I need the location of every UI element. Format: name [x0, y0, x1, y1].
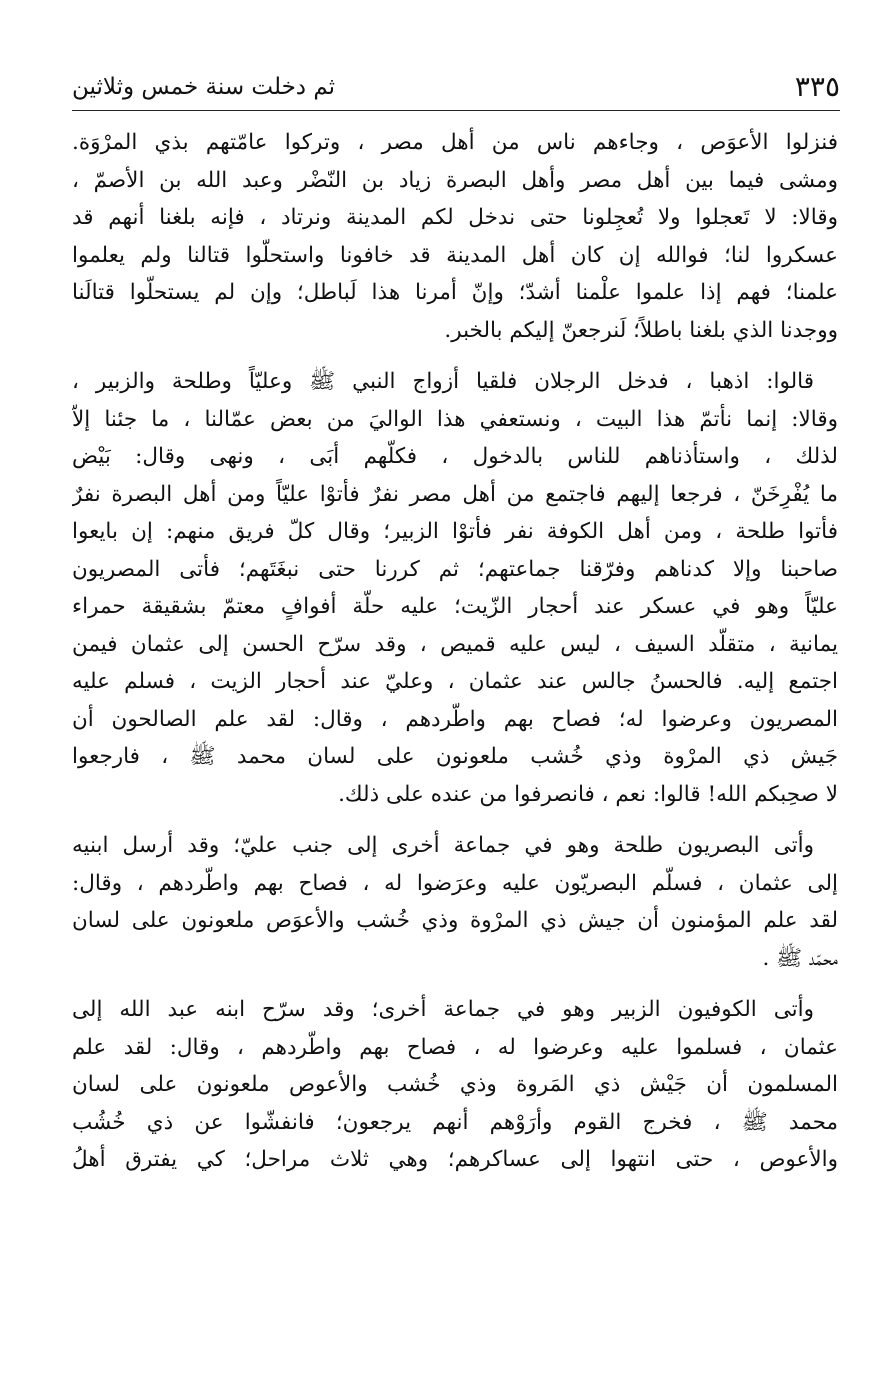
text-line: وأتى البصريون طلحة وهو في جماعة أخرى إلى جنب عليّ؛ وقد أرسل ابنيه — [72, 833, 814, 858]
text-line: وأتى الكوفيون الزبير وهو في جماعة أخرى؛ وقد سرّح ابنه عبد الله إلى — [72, 997, 814, 1022]
paragraph-1 — [72, 124, 838, 349]
text-line: عليّاً وهو في عسكر عند أحجار الزّيت؛ عليه حلّة أفوافٍ معتمّ بشقيقة حمراء — [72, 594, 838, 619]
text-line: المصريون وعرضوا له؛ فصاح بهم واطّردهم ، وقال: لقد علم الصالحون أن — [72, 706, 838, 732]
page-number: ٣٣٥ — [794, 70, 840, 103]
text-line: صاحبنا وإلا كدناهم وفرّقنا جماعتهم؛ ثم كررنا حتى نبغَتَهم؛ فأتى المصريون — [72, 556, 838, 582]
text-line: المسلمون أن جَيْش ذي المَروة وذي خُشب والأعوص ملعونون على لسان — [72, 1072, 838, 1097]
text-line: محمّد ﷺ . — [762, 945, 838, 971]
text-line: عثمان ، فسلموا عليه وعرضوا له ، فصاح بهم واطّردهم ، وقال: لقد علم — [72, 1034, 838, 1060]
text-line: يمانية ، متقلّد السيف ، ليس عليه قميص ، وقد سرّح الحسن إلى عثمان فيمن — [72, 631, 838, 657]
header-divider — [72, 110, 840, 111]
text-line: وقالا: إنما نأتمّ هذا البيت ، ونستعفي هذا الواليَ من بعض عمّالنا ، ما جئنا إلاّ — [72, 406, 838, 432]
text-line: ومشى فيما بين أهل مصر وأهل البصرة زياد بن النّضْر وعبد الله بن الأصمّ ، — [72, 167, 838, 193]
chapter-title: ثم دخلت سنة خمس وثلاثين — [72, 74, 336, 100]
paragraph-2 — [72, 363, 838, 813]
text-line: فأتوا طلحة ، ومن أهل الكوفة نفر فأتوْا الزبير؛ وقال كلّ فريق منهم: إن بايعوا — [72, 519, 838, 544]
paragraph-gap — [72, 977, 838, 991]
text-line: اجتمع إليه. فالحسنُ جالس عند عثمان ، وعليّ عند أحجار الزيت ، فسلم عليه — [72, 669, 838, 694]
text-line: لقد علم المؤمنون أن جيش ذي المرْوة وذي خُشب والأعوَص ملعونون على لسان — [72, 908, 838, 933]
text-line: محمد ﷺ ، فخرج القوم وأرَوْهم أنهم يرجعون؛ فانفشّوا عن ذي خُشُب — [72, 1109, 838, 1135]
paragraph-gap — [72, 349, 838, 363]
text-line: لذلك ، واستأذناهم للناس بالدخول ، فكلّهم أبَى ، ونهى وقال: بَيْض — [72, 444, 838, 469]
text-line: جَيش ذي المرْوة وذي خُشب ملعونون على لسان محمد ﷺ ، فارجعوا — [72, 744, 838, 769]
body-text — [72, 124, 838, 1179]
text-line: عسكروا لنا؛ فوالله إن كان أهل المدينة قد خافونا واستحلّوا قتالنا ولم يعلموا — [72, 242, 838, 268]
text-line: علمنا؛ فهم إذا علموا علْمنا أشدّ؛ وإنّ أمرنا هذا لَباطل؛ وإن لم يستحلّوا قتالَنا — [72, 280, 838, 305]
text-line: فنزلوا الأعوَص ، وجاءهم ناس من أهل مصر ، وتركوا عامّتهم بذي المرْوَة. — [72, 130, 838, 155]
running-header — [72, 64, 840, 104]
paragraph-3 — [72, 827, 838, 977]
text-line: والأعوص ، حتى انتهوا إلى عساكرهم؛ وهي ثلاث مراحل؛ كي يفترق أهلُ — [72, 1147, 838, 1172]
text-line: وقالا: لا تَعجلوا ولا تُعجِلونا حتى ندخل لكم المدينة ونرتاد ، فإنه بلغنا أنهم قد — [72, 205, 838, 230]
text-line: قالوا: اذهبا ، فدخل الرجلان فلقيا أزواج النبي ﷺ وعليّاً وطلحة والزبير ، — [72, 369, 814, 394]
text-line: ووجدنا الذي بلغنا باطلاً؛ لَنرجعنّ إليكم بالخبر. — [444, 317, 838, 343]
text-line: إلى عثمان ، فسلّم البصريّون عليه وعرَضوا له ، فصاح بهم واطّردهم ، وقال: — [72, 870, 838, 896]
paragraph-gap — [72, 813, 838, 827]
text-line: ما يُفْرِخَنّ ، فرجعا إليهم فاجتمع من أهل مصر نفرٌ فأتوْا عليّاً ومن أهل البصرة نفرٌ — [72, 481, 838, 507]
paragraph-4 — [72, 991, 838, 1179]
text-line: لا صحِبكم الله! قالوا: نعم ، فانصرفوا من عنده على ذلك. — [338, 781, 838, 807]
